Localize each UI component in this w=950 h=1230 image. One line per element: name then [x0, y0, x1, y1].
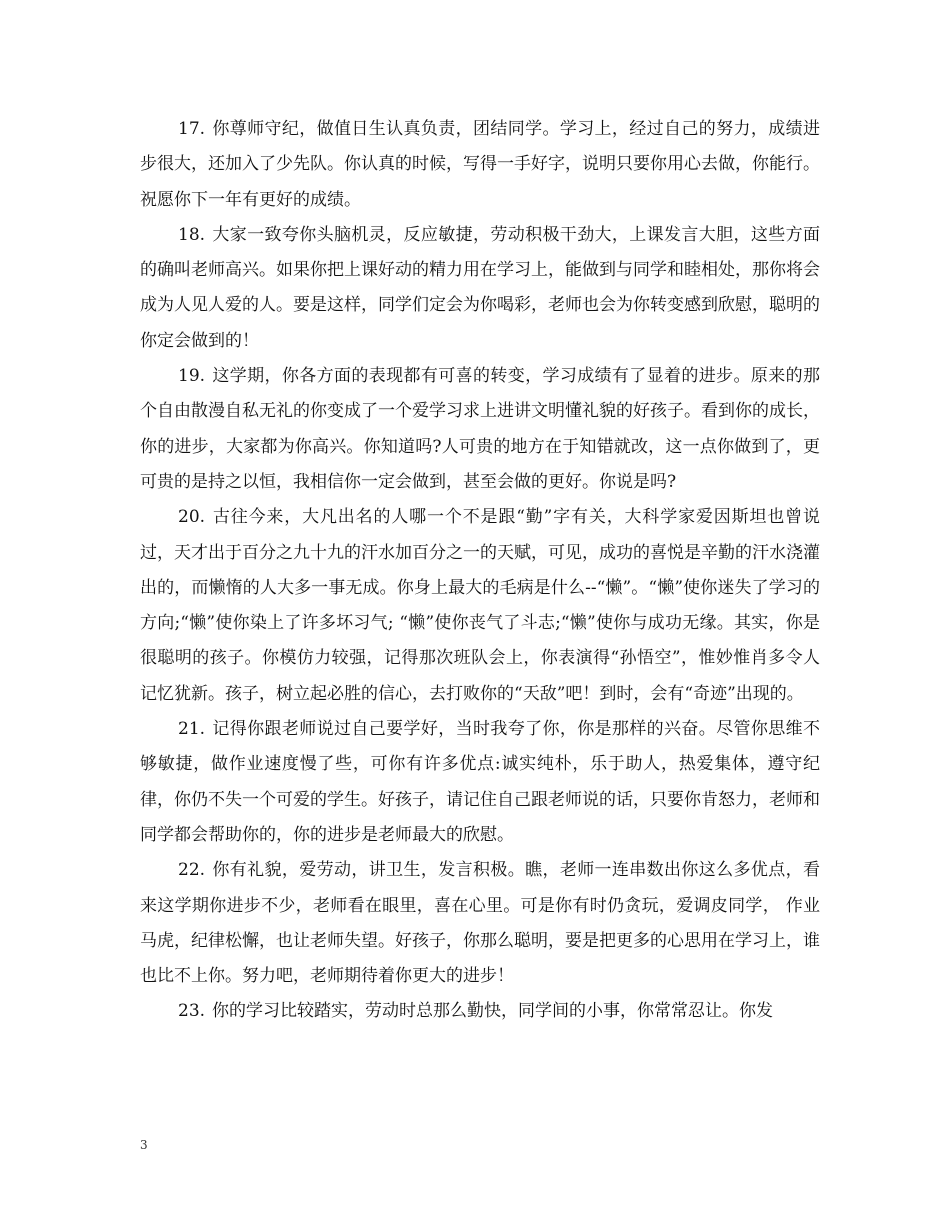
paragraph-number: 23.	[178, 1001, 206, 1022]
paragraph-text: 你有礼貌，爱劳动，讲卫生，发言积极。瞧，老师一连串数出你这么多优点，看来这学期你进步不少，老师看在眼里，喜在心里。可是你有时仍贪玩，爱调皮同学， 作业马虎，纪律松懈，也让老师失望。好孩子，你那么聪明，要是把更多的心思用在学习上，谁也比不上你。努力吧，老师期待着你更大的进步！	[140, 860, 820, 987]
paragraph-number: 22.	[178, 860, 206, 881]
document-body	[140, 112, 820, 1030]
paragraph-23	[140, 994, 820, 1029]
paragraph-19	[140, 359, 820, 500]
paragraph-text: 记得你跟老师说过自己要学好，当时我夸了你，你是那样的兴奋。尽管你思维不够敏捷，做作业速度慢了些，可你有许多优点:诚实纯朴，乐于助人，热爱集体，遵守纪律，你仍不失一个可爱的学生。好孩子，请记住自己跟老师说的话，只要你肯怒力，老师和同学都会帮助你的，你的进步是老师最大的欣慰。	[140, 719, 820, 845]
paragraph-22	[140, 853, 820, 994]
paragraph-17	[140, 112, 820, 218]
page-number: 3	[140, 1138, 148, 1152]
paragraph-18	[140, 218, 820, 359]
paragraph-text: 你的学习比较踏实，劳动时总那么勤快，同学间的小事，你常常忍让。你发	[212, 1001, 774, 1022]
paragraph-20	[140, 500, 820, 712]
paragraph-number: 20.	[178, 507, 206, 528]
paragraph-number: 17.	[178, 119, 206, 139]
paragraph-text: 这学期，你各方面的表现都有可喜的转变，学习成绩有了显着的进步。原来的那个自由散漫自私无礼的你变成了一个爱学习求上进讲文明懂礼貌的好孩子。看到你的成长，你的进步，大家都为你高兴。你知道吗?人可贵的地方在于知错就改，这一点你做到了，更可贵的是持之以恒，我相信你一定会做到，甚至会做的更好。你说是吗?	[140, 366, 820, 492]
paragraph-number: 21.	[178, 719, 206, 740]
paragraph-text: 大家一致夸你头脑机灵，反应敏捷，劳动积极干劲大，上课发言大胆，这些方面的确叫老师高兴。如果你把上课好动的精力用在学习上，能做到与同学和睦相处，那你将会成为人见人爱的人。要是这样，同学们定会为你喝彩，老师也会为你转变感到欣慰，聪明的你定会做到的！	[140, 224, 820, 351]
paragraph-text: 你尊师守纪，做值日生认真负责，团结同学。学习上，经过自己的努力，成绩进步很大，还加入了少先队。你认真的时候，写得一手好字，说明只要你用心去做，你能行。祝愿你下一年有更好的成绩。	[140, 119, 820, 210]
paragraph-number: 19.	[178, 366, 206, 387]
paragraph-number: 18.	[178, 224, 206, 245]
paragraph-text: 古往今来，大凡出名的人哪一个不是跟“勤”字有关，大科学家爱因斯坦也曾说过，天才出于百分之九十九的汗水加百分之一的天赋，可见，成功的喜悦是辛勤的汗水浇灌出的，而懒惰的人大多一事无成。你身上最大的毛病是什么--“懒”。“懒”使你迷失了学习的方向;“懒”使你染上了许多坏习气; “懒”使你丧气了斗志;“懒”使你与成功无缘。其实，你是很聪明的孩子。你模仿力较强，记得那次班队会上，你表演得“孙悟空”，惟妙惟肖多令人记忆犹新。孩子，树立起必胜的信心，去打败你的“天敌”吧！到时，会有“奇迹”出现的。	[140, 507, 820, 704]
paragraph-21	[140, 712, 820, 853]
